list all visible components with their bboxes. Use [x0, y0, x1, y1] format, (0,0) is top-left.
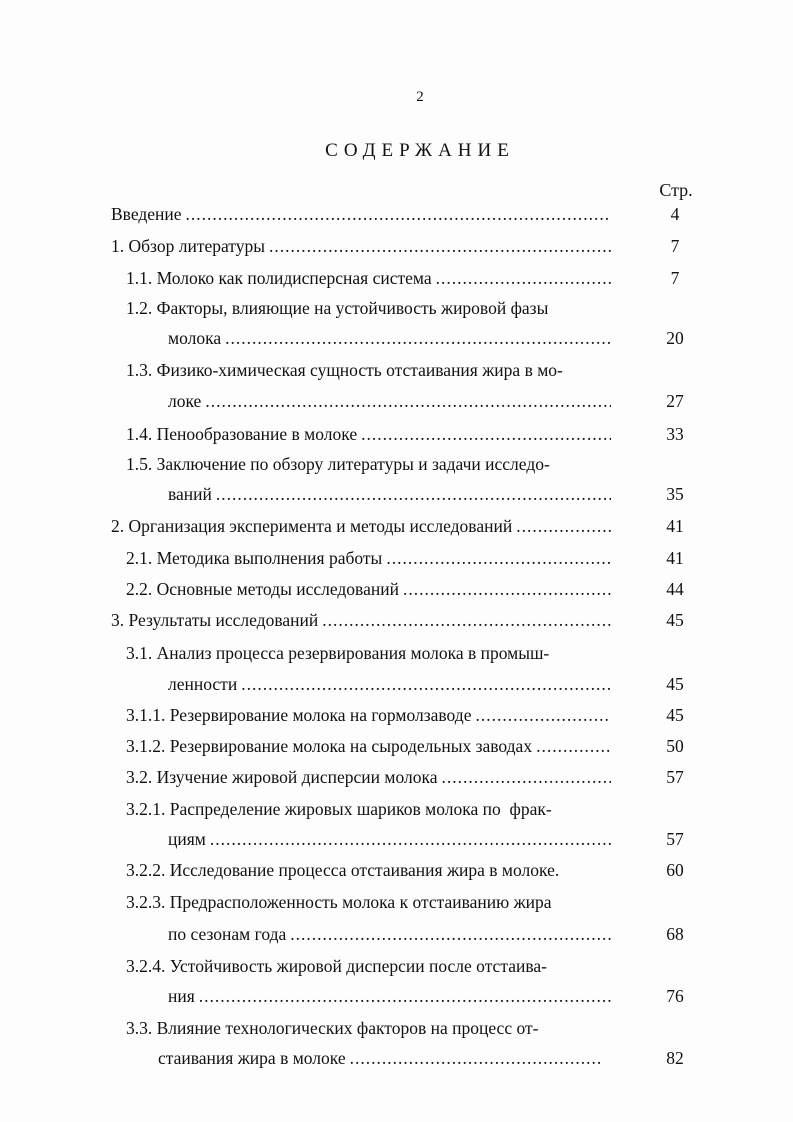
- toc-entry[interactable]: [111, 202, 611, 226]
- toc-entry-text: молока: [168, 328, 222, 348]
- toc-entry-text: 2. Организация эксперимента и методы исследований: [111, 516, 513, 536]
- toc-entry-text: ленности: [168, 674, 238, 694]
- toc-entry[interactable]: [126, 858, 559, 882]
- toc-entry-text: 3.2. Изучение жировой дисперсии молока: [126, 767, 438, 787]
- toc-entry-text: 3.2.4. Устойчивость жировой дисперсии после отстаива-: [126, 956, 547, 976]
- toc-entry-text: стаивания жира в молоке: [158, 1048, 346, 1068]
- toc-entry[interactable]: [126, 266, 611, 290]
- toc-entry-text: локе: [168, 391, 202, 411]
- toc-entry-line1[interactable]: [126, 797, 552, 821]
- toc-page-number: 50: [666, 736, 684, 756]
- toc-entry[interactable]: [126, 577, 611, 601]
- page-number: 2: [416, 89, 424, 105]
- toc-entry-text: 3.2.3. Предрасположенность молока к отстаиванию жира: [126, 892, 552, 912]
- dot-leader: [386, 546, 611, 570]
- toc-entry-text: 1. Обзор литературы: [111, 236, 265, 256]
- toc-page-number: 45: [666, 674, 684, 694]
- toc-entry[interactable]: [111, 514, 611, 538]
- toc-entry-text: 1.1. Молоко как полидисперсная система: [126, 268, 432, 288]
- dot-leader: [536, 734, 611, 758]
- toc-page-number: 33: [666, 424, 684, 444]
- page-column-header: Стр.: [659, 180, 693, 200]
- toc-page-number: 4: [670, 204, 680, 224]
- dot-leader: [205, 389, 611, 413]
- toc-entry[interactable]: [126, 765, 611, 789]
- toc-entry[interactable]: [126, 422, 611, 446]
- toc-entry-text: 1.5. Заключение по обзору литературы и задачи исследо-: [126, 454, 550, 474]
- toc-entry-text: циям: [168, 829, 206, 849]
- dot-leader: [269, 234, 611, 258]
- toc-page-number: 68: [666, 924, 684, 944]
- toc-page-number: 7: [670, 236, 680, 256]
- toc-page-number: 41: [666, 516, 684, 536]
- toc-entry[interactable]: [126, 734, 611, 758]
- dot-leader: [210, 827, 611, 851]
- toc-page-number: 41: [666, 548, 684, 568]
- toc-entry[interactable]: [168, 482, 611, 506]
- toc-entry[interactable]: [111, 608, 611, 632]
- dot-leader: [475, 703, 611, 727]
- toc-page-number: 57: [666, 829, 684, 849]
- dot-leader: [516, 514, 611, 538]
- toc-page-number: 60: [666, 860, 684, 880]
- toc-entry[interactable]: [168, 984, 611, 1008]
- dot-leader: [241, 672, 611, 696]
- toc-entry[interactable]: [168, 672, 611, 696]
- toc-entry-text: Введение: [111, 204, 182, 224]
- toc-entry-text: 3.2.2. Исследование процесса отстаивания жира в молоке.: [126, 860, 560, 880]
- toc-entry-text: 3.1.1. Резервирование молока на гормолзаводе: [126, 705, 472, 725]
- toc-entry-text: 2.2. Основные методы исследований: [126, 579, 399, 599]
- dot-leader: [186, 202, 611, 226]
- dot-leader: [322, 608, 611, 632]
- toc-entry-text: 1.4. Пенообразование в молоке: [126, 424, 358, 444]
- toc-entry[interactable]: [168, 922, 611, 946]
- dot-leader: [361, 422, 611, 446]
- toc-entry-line1[interactable]: [126, 296, 548, 320]
- toc-entry-text: 3.2.1. Распределение жировых шариков молока по фрак-: [126, 799, 552, 819]
- toc-entry[interactable]: [111, 234, 611, 258]
- toc-entry-text: 3. Результаты исследований: [111, 610, 319, 630]
- toc-entry[interactable]: [168, 326, 611, 350]
- dot-leader: [403, 577, 611, 601]
- dot-leader: [441, 765, 611, 789]
- toc-entry-line1[interactable]: [126, 1016, 538, 1040]
- toc-entry[interactable]: [168, 389, 611, 413]
- toc-entry-text: ваний: [168, 484, 212, 504]
- dot-leader: [436, 266, 611, 290]
- toc-page-number: 57: [666, 767, 684, 787]
- dot-leader: [350, 1046, 603, 1070]
- toc-entry-text: 2.1. Методика выполнения работы: [126, 548, 383, 568]
- toc-page-number: 82: [666, 1048, 684, 1068]
- toc-page-number: 20: [666, 328, 684, 348]
- dot-leader: [199, 984, 611, 1008]
- toc-entry-line1[interactable]: [126, 890, 552, 914]
- toc-page-number: 76: [666, 986, 684, 1006]
- toc-page-number: 35: [666, 484, 684, 504]
- dot-leader: [290, 922, 611, 946]
- toc-page-number: 7: [670, 268, 680, 288]
- toc-entry-line1[interactable]: [126, 452, 550, 476]
- dot-leader: [216, 482, 611, 506]
- toc-entry-text: 3.1. Анализ процесса резервирования молока в промыш-: [126, 643, 550, 663]
- toc-entry-line1[interactable]: [126, 358, 563, 382]
- page-title: СОДЕРЖАНИЕ: [325, 140, 515, 161]
- toc-entry[interactable]: [158, 1046, 603, 1070]
- toc-entry-line1[interactable]: [126, 641, 549, 665]
- toc-entry[interactable]: [126, 546, 611, 570]
- toc-page-number: 45: [666, 705, 684, 725]
- toc-entry-line1[interactable]: [126, 954, 547, 978]
- toc-entry-text: 1.3. Физико-химическая сущность отстаивания жира в мо-: [126, 360, 563, 380]
- toc-page-number: 44: [666, 579, 684, 599]
- dot-leader: [225, 326, 611, 350]
- toc-entry-text: по сезонам года: [168, 924, 287, 944]
- toc-page-number: 45: [666, 610, 684, 630]
- toc-entry-text: 1.2. Факторы, влияющие на устойчивость жировой фазы: [126, 298, 549, 318]
- toc-page-number: 27: [666, 391, 684, 411]
- toc-entry-text: 3.3. Влияние технологических факторов на процесс от-: [126, 1018, 539, 1038]
- toc-entry[interactable]: [126, 703, 611, 727]
- toc-entry[interactable]: [168, 827, 611, 851]
- toc-entry-text: 3.1.2. Резервирование молока на сыродельных заводах: [126, 736, 533, 756]
- toc-entry-text: ния: [168, 986, 195, 1006]
